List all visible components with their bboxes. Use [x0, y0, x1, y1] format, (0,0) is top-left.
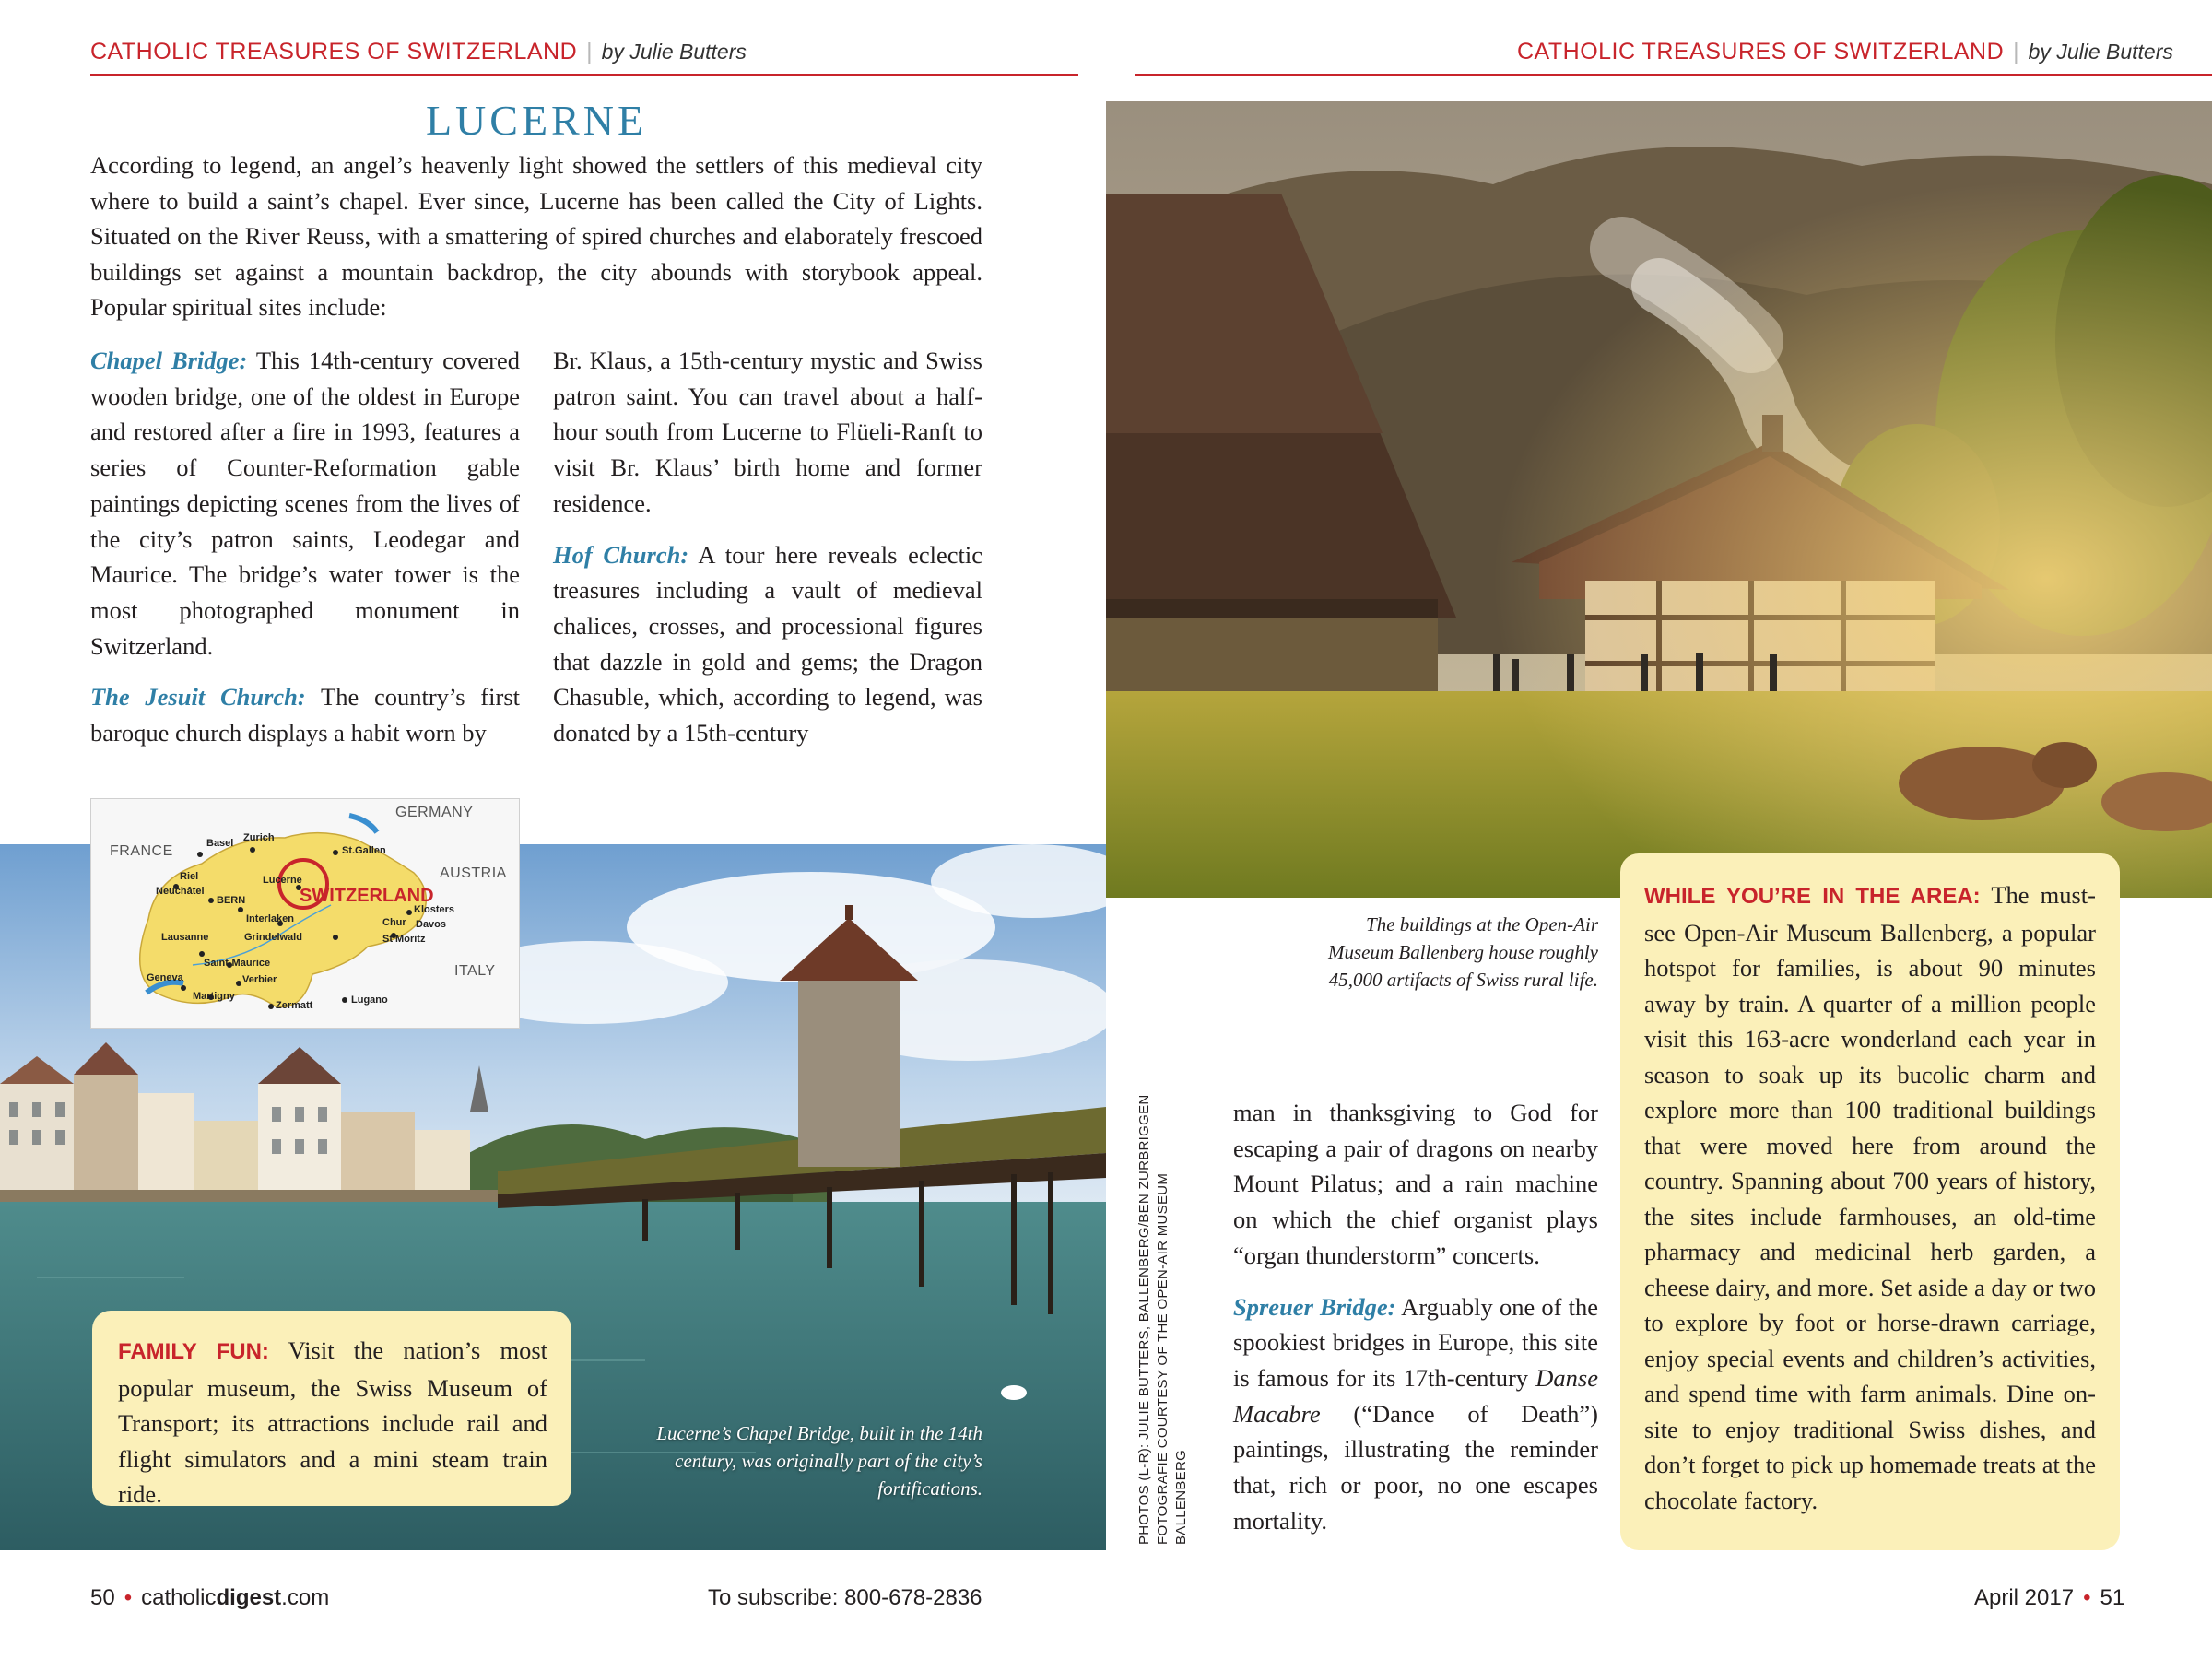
- text-column-1: [90, 343, 520, 767]
- site-name[interactable]: [141, 1585, 329, 1610]
- page-number-left: 50: [90, 1585, 115, 1610]
- site-name-bold: digest: [216, 1585, 282, 1610]
- while-in-area-callout: [1620, 853, 2120, 1550]
- hof-church-lead: Hof Church:: [553, 540, 689, 569]
- map-country-germany: GERMANY: [395, 805, 474, 820]
- ballenberg-caption: The buildings at the Open-Air Museum Ballenberg house roughly 45,000 artifacts of Swiss rural life.: [1328, 913, 1598, 991]
- map-city: Zurich: [243, 832, 275, 843]
- jesuit-church-lead: The Jesuit Church:: [90, 683, 306, 712]
- header-title: CATHOLIC TREASURES OF SWITZERLAND: [1517, 39, 2005, 65]
- map-city: Neuchâtel: [156, 886, 205, 897]
- map-country-italy: ITALY: [454, 963, 496, 979]
- section-title: LUCERNE: [425, 97, 648, 144]
- danse-macabre-title: Danse Macabre: [1233, 1363, 1598, 1428]
- while-in-area-text: The must-see Open-Air Museum Ballenberg, a popular hotspot for families, is about 90 minutes away by train. A quarter of a million people visit this 163-acre wonderland each year in season to soak up its bucolic charm and explore more than 100 traditional buildings that were moved here from around the country. Spanning about 700 years of history, the sites include farmhouses, an old-time pharmacy and medicinal herb garden, a cheese dairy, and more. Set aside a day or two to explore by foot or horse-drawn carriage, enjoy special events and children’s activities, and spend time with farm animals. Dine on-site to enjoy traditional Swiss dishes, and don’t forget to pick up homemade treats at the chocolate factory.: [1644, 881, 2096, 1514]
- running-header-right: [1517, 39, 2173, 76]
- map-city: St.Gallen: [342, 845, 386, 856]
- photo-credit-line: FOTOGRAFIE COURTESY OF THE OPEN-AIR MUSEUM BALLENBERG: [1155, 1172, 1189, 1545]
- header-title: CATHOLIC TREASURES OF SWITZERLAND: [90, 39, 578, 65]
- hof-church-text: A tour here reveals eclectic treasures including a vault of medieval chalices, crosses, and processional figures that dazzle in gold and gems; the Dragon Chasuble, which, according to legend, was donated by a 15th-century: [553, 540, 982, 747]
- intro-paragraph: According to legend, an angel’s heavenly light showed the settlers of this medieval city where to build a saint’s chapel. Ever since, Lucerne has been called the City of Lights. Situated on the River Reuss, with a smattering of spired churches and elaborately frescoed buildings set against a mountain backdrop, the city abounds with storybook appeal. Popular spiritual sites include:: [90, 151, 982, 321]
- footer-bullet: •: [2083, 1585, 2091, 1610]
- footer-left: [90, 1585, 329, 1611]
- family-fun-callout: [92, 1311, 571, 1506]
- hof-church-paragraph: [553, 537, 982, 751]
- photo-credit: [1135, 1084, 1191, 1545]
- map-country-france: FRANCE: [110, 843, 173, 859]
- map-city: Martigny: [193, 991, 235, 1002]
- header-byline: by Julie Butters: [601, 40, 747, 64]
- map-city: Riel: [180, 871, 199, 882]
- map-city: BERN: [217, 895, 246, 906]
- map-city: St Moritz: [382, 934, 426, 945]
- ballenberg-photo: [1106, 101, 2212, 898]
- jesuit-church-text: The country’s first baroque church displays a habit worn by: [90, 683, 520, 747]
- map-city: Grindelwald: [244, 932, 302, 943]
- subscribe-line: To subscribe: 800-678-2836: [708, 1585, 982, 1610]
- chapel-bridge-paragraph: [90, 343, 520, 664]
- site-name-suffix: .com: [281, 1585, 330, 1610]
- jesuit-church-continued: Br. Klaus, a 15th-century mystic and Swiss patron saint. You can travel about a half-hour south from Lucerne to Flüeli-Ranft to visit Br. Klaus’ birth home and former residence.: [553, 347, 982, 517]
- text-column-2: [553, 343, 982, 767]
- map-city: Chur: [382, 917, 406, 928]
- map-city: Geneva: [147, 972, 183, 983]
- map-country-austria: AUSTRIA: [440, 865, 507, 881]
- header-byline: by Julie Butters: [2028, 40, 2173, 64]
- site-name-part: catholic: [141, 1585, 217, 1610]
- map-city: Lucerne: [263, 875, 302, 886]
- issue-date: April 2017: [1974, 1585, 2075, 1610]
- family-fun-label: FAMILY FUN:: [118, 1339, 269, 1364]
- map-city: Zermatt: [276, 1000, 313, 1011]
- chapel-bridge-text: This 14th-century covered wooden bridge, one of the oldest in Europe and restored after a fire in 1993, features a series of Counter-Reformation gable paintings depicting scenes from the lives of the city’s patron saints, Leodegar and Maurice. The bridge’s water tower is the most photographed monument in Switzerland.: [90, 347, 520, 660]
- spreuer-bridge-text-end: (“Dance of Death”) paintings, illustrating the reminder that, rich or poor, no one escapes mortality.: [1233, 1399, 1598, 1535]
- map-city: Basel: [206, 838, 234, 849]
- family-fun-text: Visit the nation’s most popular museum, the Swiss Museum of Transport; its attractions include rail and flight simulators and a mini steam train ride.: [118, 1336, 548, 1508]
- footer-bullet: •: [124, 1585, 133, 1610]
- text-column-3: [1233, 1095, 1598, 1554]
- header-rule: [1135, 74, 2212, 76]
- spreuer-bridge-paragraph: [1233, 1289, 1598, 1539]
- map-city: Interlaken: [246, 913, 294, 924]
- photo-credit-line: PHOTOS (L-R): JULIE BUTTERS, BALLENBERG/BEN ZURBRIGGEN: [1136, 1094, 1152, 1545]
- running-header-left: [90, 39, 747, 76]
- hof-church-continued: man in thanksgiving to God for escaping a pair of dragons on nearby Mount Pilatus; and a rain machine on which the chief organist plays “organ thunderstorm” concerts.: [1233, 1099, 1598, 1269]
- map-city: Klosters: [414, 904, 455, 915]
- header-separator: |: [2013, 39, 2019, 65]
- map-highlight-switzerland: SWITZERLAND: [300, 886, 434, 906]
- map-city: Saint-Maurice: [204, 958, 271, 969]
- header-rule: [90, 74, 1078, 76]
- header-separator: |: [586, 39, 593, 65]
- map-city: Verbier: [242, 974, 277, 985]
- map-city: Davos: [416, 919, 447, 930]
- page-number-right: 51: [2100, 1585, 2125, 1610]
- chapel-bridge-caption: Lucerne’s Chapel Bridge, built in the 14th century, was originally part of the city’s fortifications.: [656, 1422, 982, 1500]
- switzerland-map: [90, 798, 520, 1029]
- footer-right: [1974, 1585, 2124, 1611]
- spreuer-bridge-text: Arguably one of the spookiest bridges in Europe, this site is famous for its 17th-century: [1233, 1292, 1598, 1392]
- map-city: Lausanne: [161, 932, 209, 943]
- spreuer-bridge-lead: Spreuer Bridge:: [1233, 1292, 1396, 1321]
- chapel-bridge-lead: Chapel Bridge:: [90, 347, 248, 374]
- jesuit-church-paragraph: [90, 679, 520, 750]
- while-in-area-label: WHILE YOU’RE IN THE AREA:: [1644, 884, 1981, 909]
- map-city: Lugano: [351, 994, 388, 1006]
